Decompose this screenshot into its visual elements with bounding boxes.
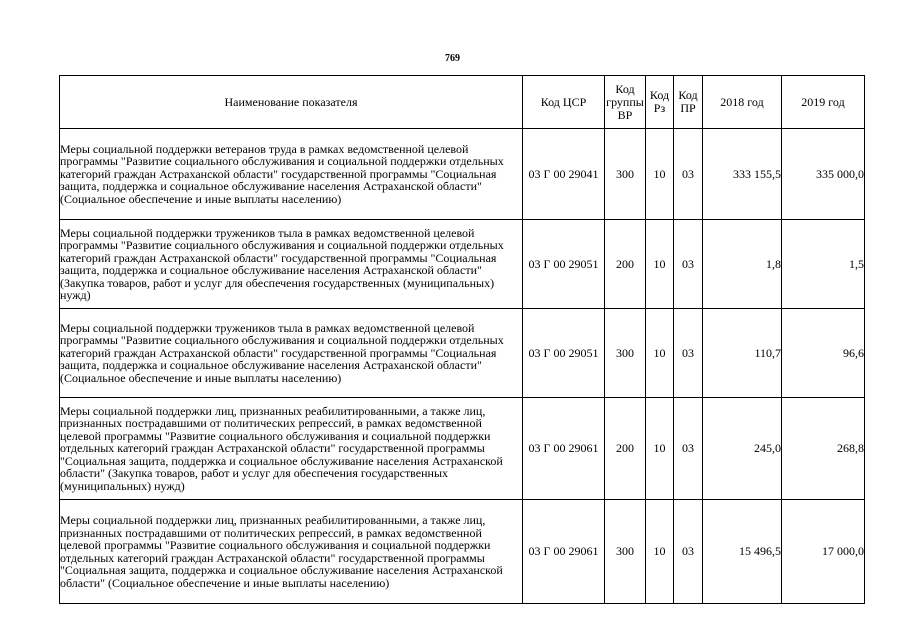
row-vr: 200 — [605, 220, 646, 309]
page-number: 769 — [445, 53, 460, 64]
row-rz: 10 — [646, 309, 674, 398]
row-vr: 300 — [605, 129, 646, 220]
row-vr: 300 — [605, 500, 646, 604]
header-2018: 2018 год — [703, 76, 782, 129]
budget-table — [59, 75, 865, 604]
row-pr: 03 — [674, 220, 703, 309]
row-csr: 03 Г 00 29041 — [523, 129, 605, 220]
header-pr: Код ПР — [674, 76, 703, 129]
row-csr: 03 Г 00 29051 — [523, 309, 605, 398]
table-row — [60, 309, 865, 398]
row-rz: 10 — [646, 129, 674, 220]
row-2019: 17 000,0 — [782, 500, 865, 604]
row-rz: 10 — [646, 500, 674, 604]
row-pr: 03 — [674, 500, 703, 604]
row-pr: 03 — [674, 398, 703, 500]
row-csr: 03 Г 00 29061 — [523, 500, 605, 604]
header-2019: 2019 год — [782, 76, 865, 129]
header-name: Наименование показателя — [60, 76, 523, 129]
row-2019: 1,5 — [782, 220, 865, 309]
row-csr: 03 Г 00 29061 — [523, 398, 605, 500]
row-2019: 268,8 — [782, 398, 865, 500]
row-2019: 96,6 — [782, 309, 865, 398]
row-vr: 200 — [605, 398, 646, 500]
header-rz: Код Рз — [646, 76, 674, 129]
row-name: Меры социальной поддержки лиц, признанных реабилитированными, а также лиц, признанных пострадавшими от политических репрессий, в рамках ведомственной целевой программы "Развитие социального обслуживания и социальной поддержки отдельных категорий граждан Астраханской области" государственной программы "Социальная защита, поддержка и социальное обслуживание населения Астраханской области" (Закупка товаров, работ и услуг для обеспечения государственных (муниципальных) нужд) — [60, 398, 523, 500]
row-2019: 335 000,0 — [782, 129, 865, 220]
header-csr: Код ЦСР — [523, 76, 605, 129]
table-header-row — [60, 76, 865, 129]
row-name: Меры социальной поддержки тружеников тыла в рамках ведомственной целевой программы "Развитие социального обслуживания и социальной поддержки отдельных категорий граждан Астраханской области" государственной программы "Социальная защита, поддержка и социальное обслуживание населения Астраханской области" (Социальное обеспечение и иные выплаты населению) — [60, 309, 523, 398]
row-2018: 110,7 — [703, 309, 782, 398]
row-pr: 03 — [674, 309, 703, 398]
header-vr: Код группы ВР — [605, 76, 646, 129]
row-name: Меры социальной поддержки ветеранов труда в рамках ведомственной целевой программы "Развитие социального обслуживания и социальной поддержки отдельных категорий граждан Астраханской области" государственной программы "Социальная защита, поддержка и социальное обслуживание населения Астраханской области" (Социальное обеспечение и иные выплаты населению) — [60, 129, 523, 220]
row-name: Меры социальной поддержки лиц, признанных реабилитированными, а также лиц, признанных пострадавшими от политических репрессий, в рамках ведомственной целевой программы "Развитие социального обслуживания и социальной поддержки отдельных категорий граждан Астраханской области" государственной программы "Социальная защита, поддержка и социальное обслуживание населения Астраханской области" (Социальное обеспечение и иные выплаты населению) — [60, 500, 523, 604]
table-row — [60, 129, 865, 220]
table-row — [60, 398, 865, 500]
table-row — [60, 500, 865, 604]
table-row — [60, 220, 865, 309]
row-vr: 300 — [605, 309, 646, 398]
row-csr: 03 Г 00 29051 — [523, 220, 605, 309]
row-2018: 1,8 — [703, 220, 782, 309]
row-rz: 10 — [646, 398, 674, 500]
row-rz: 10 — [646, 220, 674, 309]
row-2018: 333 155,5 — [703, 129, 782, 220]
row-2018: 15 496,5 — [703, 500, 782, 604]
row-name: Меры социальной поддержки тружеников тыла в рамках ведомственной целевой программы "Развитие социального обслуживания и социальной поддержки отдельных категорий граждан Астраханской области" государственной программы "Социальная защита, поддержка и социальное обслуживание населения Астраханской области" (Закупка товаров, работ и услуг для обеспечения государственных (муниципальных) нужд) — [60, 220, 523, 309]
row-pr: 03 — [674, 129, 703, 220]
row-2018: 245,0 — [703, 398, 782, 500]
